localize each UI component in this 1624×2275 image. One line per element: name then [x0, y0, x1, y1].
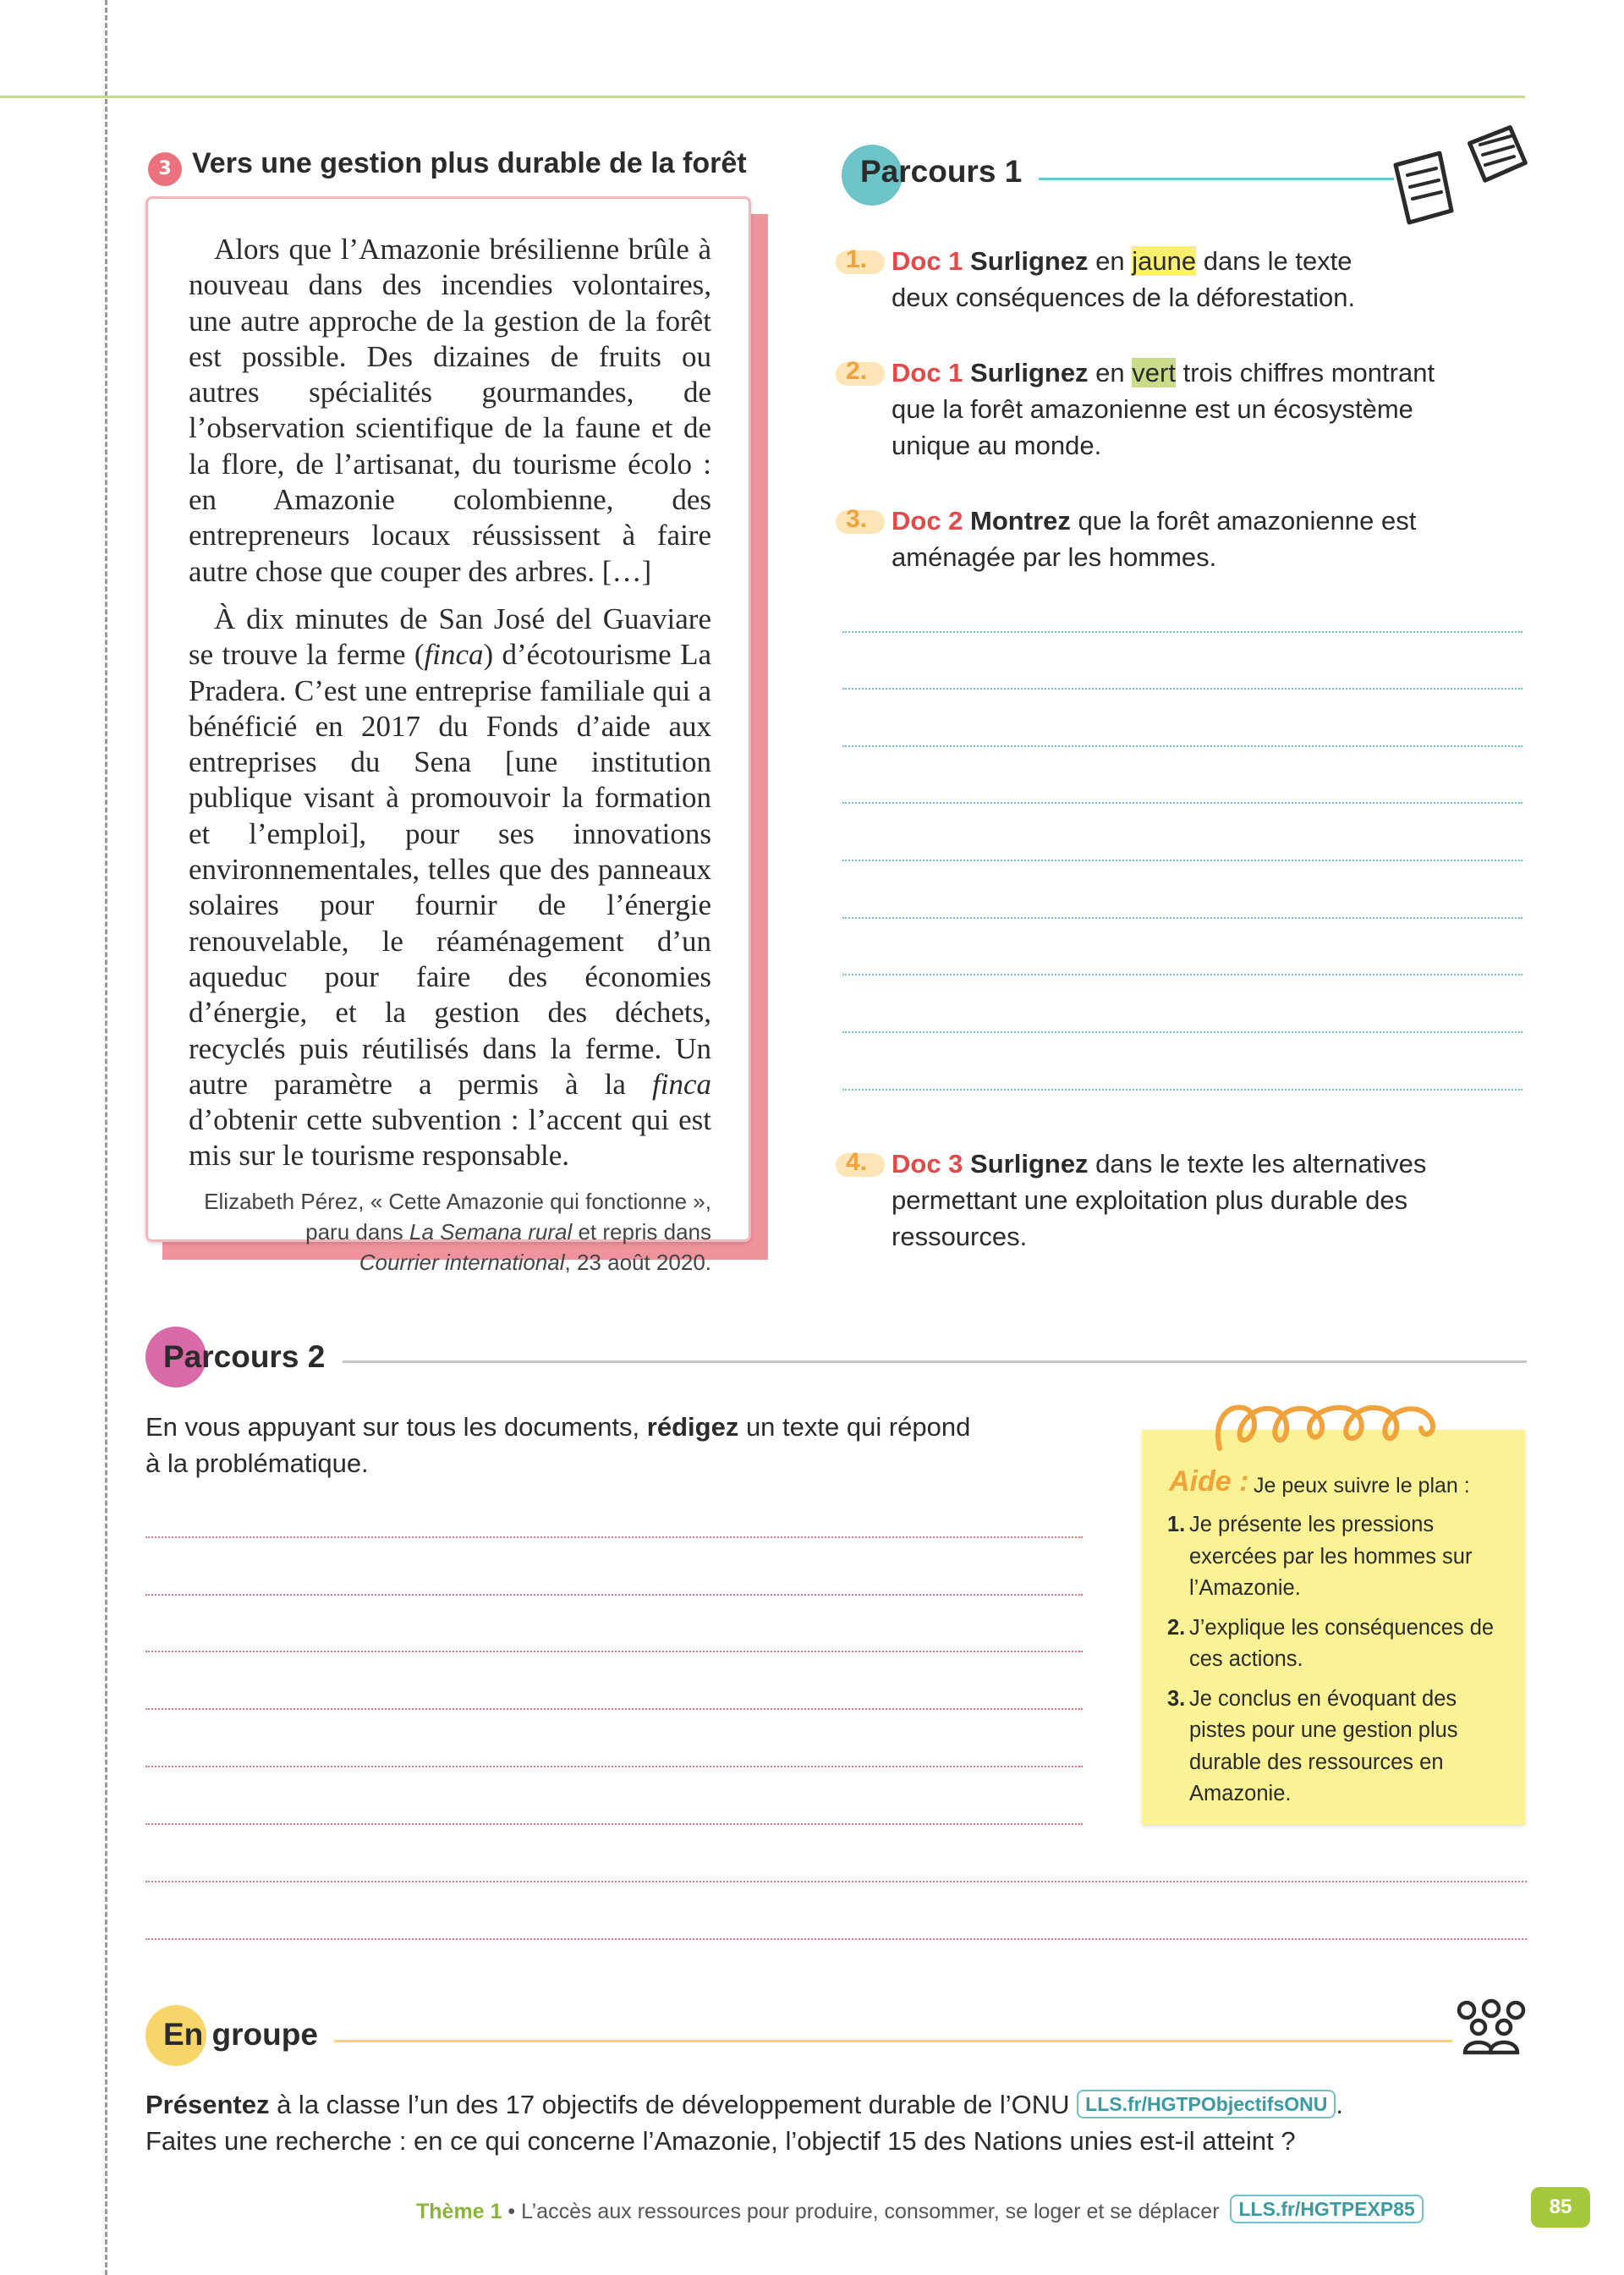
page-number: 85	[1531, 2187, 1590, 2228]
answer-line[interactable]	[145, 1594, 1083, 1596]
top-rule	[0, 96, 1525, 98]
list-item: 3. Je conclus en évoquant des pistes pour une gestion plus durable des ressources en Amazonie.	[1167, 1686, 1458, 1805]
parcours1-title: Parcours 1	[860, 154, 1023, 189]
answer-line[interactable]	[842, 1089, 1522, 1091]
parcours1-rule	[1039, 178, 1394, 180]
question-1-number: 1.	[846, 245, 867, 274]
answer-line[interactable]	[145, 1881, 1527, 1882]
paragraph-1: Alors que l’Amazonie brésilienne brûle à nouveau dans des incendies volontaires, une autre approche de la gestion de la forêt est possible. Des dizaines de fruits ou autres spécialités gourmandes, de l’observation scientifique de la faune et de la flore, de l’artisanat, du tourisme écolo : en Amazonie colombienne, des entrepreneurs locaux réussissent à faire autre chose que couper des arbres. […]	[189, 233, 711, 588]
question-1: Doc 1 Surlignez en jaune dans le texte deux conséquences de la déforestation.	[892, 246, 1356, 312]
question-2-number: 2.	[846, 357, 867, 386]
question-3-number: 3.	[846, 505, 867, 534]
footer: Thème 1 • L’accès aux ressources pour produire, consommer, se loger et se déplacer LLS.fr/HGTPEXP85	[416, 2195, 1424, 2224]
document-text	[189, 232, 711, 1289]
group-people-icon	[1453, 1997, 1529, 2056]
answer-line[interactable]	[842, 631, 1522, 633]
question-4-number: 4.	[846, 1148, 867, 1177]
help-subtitle: Je peux suivre le plan :	[1254, 1474, 1470, 1497]
answer-line[interactable]	[145, 1536, 1083, 1538]
list-item: 1. Je présente les pressions exercées par les hommes sur l’Amazonie.	[1167, 1513, 1473, 1600]
groupe-rule	[334, 2040, 1452, 2042]
groupe-title: En groupe	[163, 2017, 318, 2052]
answer-line[interactable]	[145, 1938, 1527, 1940]
parcours2-instruction: En vous appuyant sur tous les documents, rédigez un texte qui répond à la problématique.	[145, 1412, 971, 1478]
answer-line[interactable]	[842, 917, 1522, 919]
document-number-badge: 3	[148, 152, 182, 186]
groupe-instruction: Présentez à la classe l’un des 17 objectifs de développement durable de l’ONU LLS.fr/HGTPObjectifsONU . Faites une recherche : en ce qui concerne l’Amazonie, l’objectif 15 des Nations unies est-il atteint ?	[145, 2090, 1344, 2156]
answer-line[interactable]	[842, 688, 1522, 690]
question-2: Doc 1 Surlignez en vert trois chiffres montrant que la forêt amazonienne est un écosystème unique au monde.	[892, 358, 1435, 460]
answer-line[interactable]	[842, 802, 1522, 804]
cut-line	[105, 0, 107, 2275]
question-3: Doc 2 Montrez que la forêt amazonienne est aménagée par les hommes.	[892, 506, 1417, 572]
paragraph-2: À dix minutes de San José del Guaviare se trouve la ferme (finca) d’écotourisme La Pradera. C’est une entreprise familiale qui a bénéficié en 2017 du Fonds d’aide aux entreprises du Sena [une institution publique visant à promouvoir la formation et l’emploi], pour ses innovations environnementales, telles que des panneaux solaires pour fournir de l’énergie renouvelable, le réaménagement d’un aqueduc pour faire des économies d’énergie, et la gestion des déchets, recyclés puis réutilisés dans la ferme. Un autre paramètre a permis à la finca d’obtenir cette subvention : l’accent qui est mis sur le tourisme responsable.	[189, 602, 711, 1173]
spiral-binding-icon	[1210, 1396, 1463, 1455]
footer-link[interactable]: LLS.fr/HGTPEXP85	[1230, 2195, 1423, 2223]
question-4: Doc 3 Surlignez dans le texte les alternatives permettant une exploitation plus durable des ressources.	[892, 1149, 1427, 1251]
answer-line[interactable]	[145, 1708, 1083, 1710]
parcours2-rule	[343, 1360, 1527, 1363]
answer-line[interactable]	[842, 745, 1522, 747]
document-title: Vers une gestion plus durable de la forêt	[192, 147, 747, 179]
papers-icon	[1387, 123, 1531, 233]
answer-line[interactable]	[842, 860, 1522, 861]
source-credit: Elizabeth Pérez, « Cette Amazonie qui fonctionne », paru dans La Semana rural et repris dans Courrier international, 23 août 2020.	[204, 1188, 711, 1275]
answer-line[interactable]	[145, 1766, 1083, 1767]
help-title: Aide :	[1169, 1465, 1249, 1497]
answer-line[interactable]	[145, 1823, 1083, 1825]
onu-link[interactable]: LLS.fr/HGTPObjectifsONU	[1077, 2090, 1336, 2118]
parcours2-title: Parcours 2	[163, 1339, 326, 1374]
list-item: 2. J’explique les conséquences de ces actions.	[1167, 1615, 1495, 1671]
answer-line[interactable]	[842, 1031, 1522, 1033]
answer-line[interactable]	[145, 1651, 1083, 1652]
help-plan-list	[1167, 1509, 1506, 1818]
answer-line[interactable]	[842, 974, 1522, 975]
